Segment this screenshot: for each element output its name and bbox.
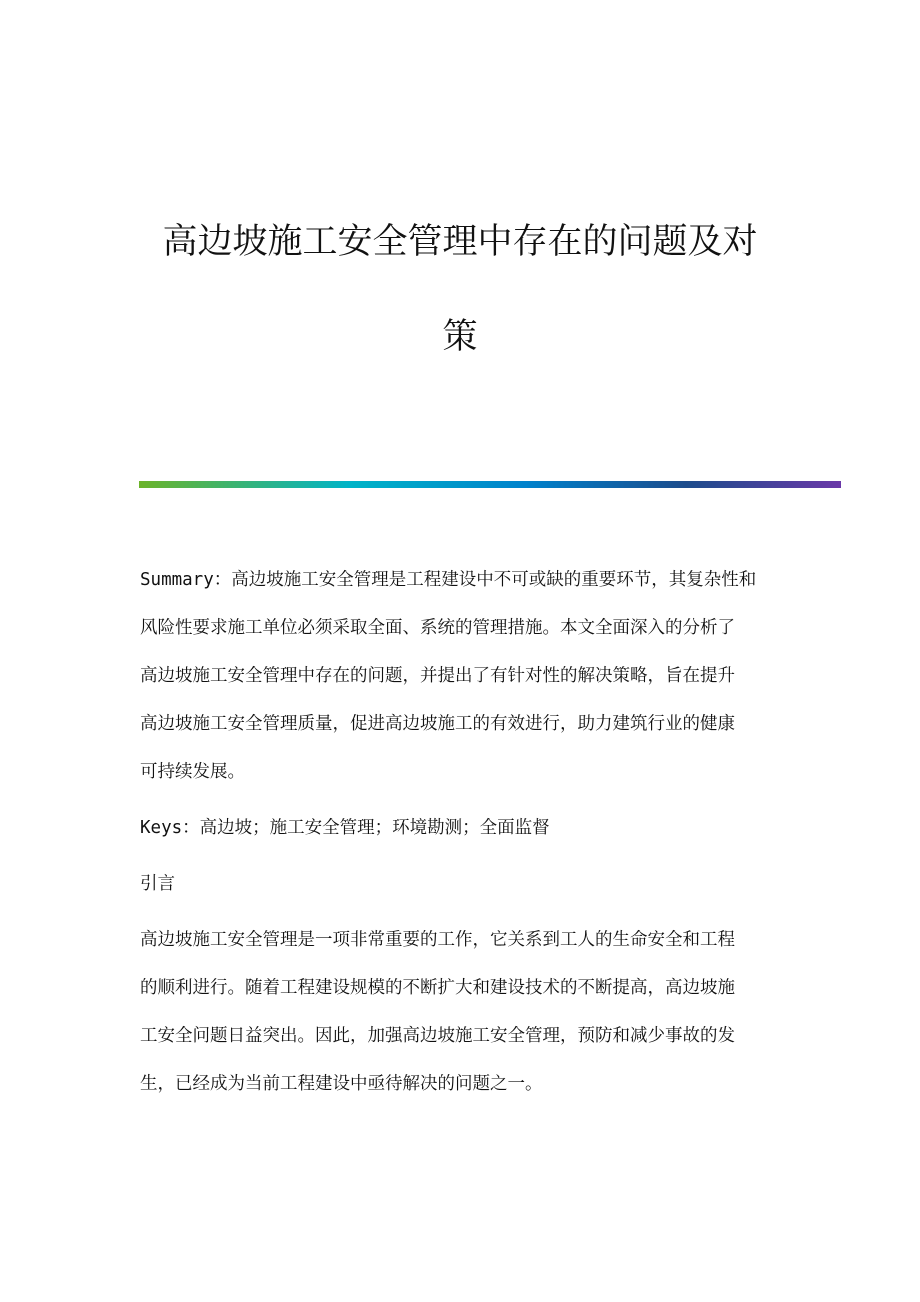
summary-line-3: 高边坡施工安全管理中存在的问题，并提出了有针对性的解决策略，旨在提升 (140, 666, 735, 686)
summary-label: Summary： (140, 570, 232, 590)
summary-line-5: 可持续发展。 (140, 762, 245, 782)
summary-line-2: 风险性要求施工单位必须采取全面、系统的管理措施。本文全面深入的分析了 (140, 618, 735, 638)
document-title-line-2: 策 (442, 317, 478, 357)
intro-line-3: 工安全问题日益突出。因此，加强高边坡施工安全管理，预防和减少事故的发 (140, 1026, 735, 1046)
intro-line-2: 的顺利进行。随着工程建设规模的不断扩大和建设技术的不断提高，高边坡施 (140, 978, 735, 998)
document-title-line-1: 高边坡施工安全管理中存在的问题及对 (162, 222, 758, 262)
keys-text: 高边坡；施工安全管理；环境勘测；全面监督 (199, 818, 550, 838)
intro-line-1: 高边坡施工安全管理是一项非常重要的工作，它关系到工人的生命安全和工程 (140, 930, 735, 950)
summary-line-4: 高边坡施工安全管理质量，促进高边坡施工的有效进行，助力建筑行业的健康 (140, 714, 735, 734)
summary-text: 高边坡施工安全管理是工程建设中不可或缺的重要环节，其复杂性和 (231, 570, 757, 590)
gradient-divider (139, 481, 841, 488)
intro-line-4: 生，已经成为当前工程建设中亟待解决的问题之一。 (140, 1074, 543, 1094)
summary-line-1 (140, 568, 756, 592)
keys-line (140, 816, 550, 840)
keys-label: Keys： (140, 818, 200, 838)
intro-heading: 引言 (140, 874, 175, 894)
